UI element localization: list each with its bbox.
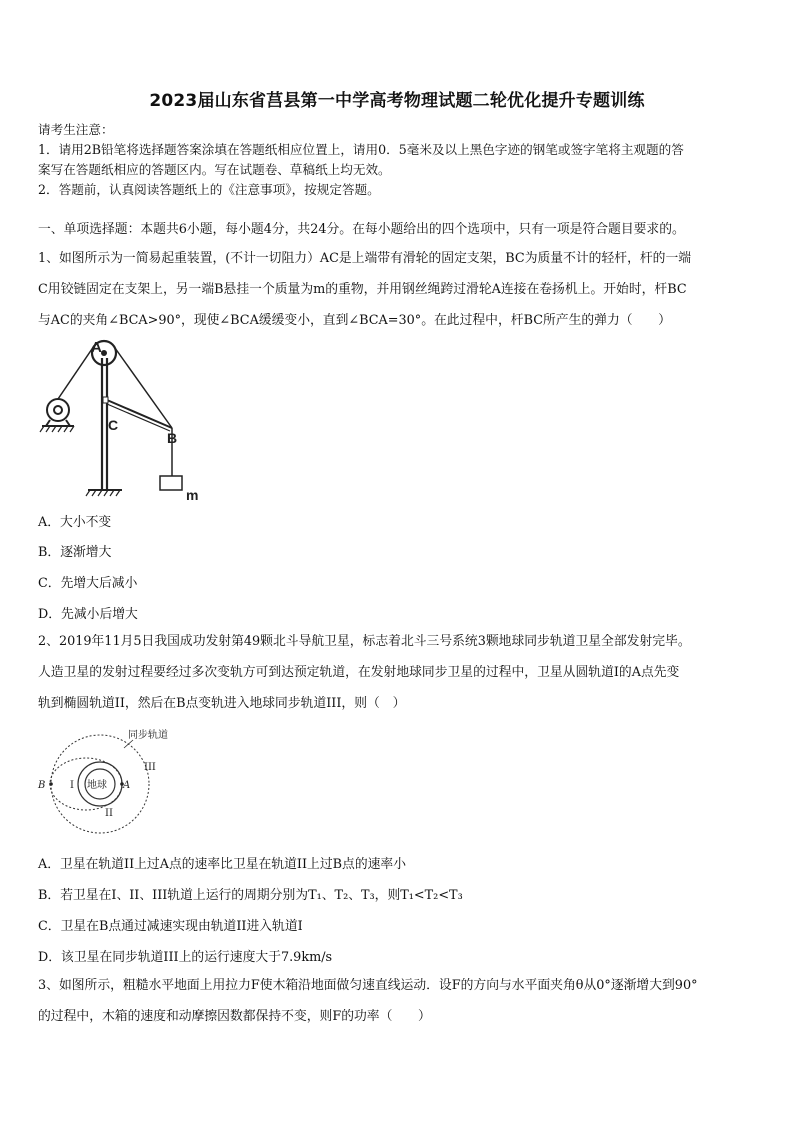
q1-option-b: B．逐渐增大 <box>38 545 112 560</box>
q3-text-line2: 的过程中，木箱的速度和动摩擦因数都保持不变，则F的功率（ ） <box>38 1009 431 1024</box>
q1-option-d: D．先减小后增大 <box>38 607 138 622</box>
label-orbit-ii: II <box>105 808 113 819</box>
q2-text-line3: 轨到椭圆轨道II，然后在B点变轨进入地球同步轨道III，则（ ） <box>38 696 406 711</box>
page-title: 2023届山东省莒县第一中学高考物理试题二轮优化提升专题训练 <box>149 91 645 111</box>
q2-text-line2: 人造卫星的发射过程要经过多次变轨方可到达预定轨道，在发射地球同步卫星的过程中，卫星从圆轨道I的A点先变 <box>38 665 680 680</box>
notice-line-1b: 案写在答题纸相应的答题区内。写在试题卷、草稿纸上均无效。 <box>38 162 391 177</box>
q2-option-d: D．该卫星在同步轨道III上的运行速度大于7.9km/s <box>38 950 333 965</box>
crane-diagram <box>36 334 216 506</box>
notice-line-1a: 1．请用2B铅笔将选择题答案涂填在答题纸相应位置上，请用0．5毫米及以上黑色字迹的钢笔或签字笔将主观题的答 <box>38 142 684 157</box>
label-m: m <box>186 487 199 503</box>
label-b: B <box>167 430 178 446</box>
q1-option-c: C．先增大后减小 <box>38 576 138 591</box>
notice-heading: 请考生注意： <box>38 122 114 137</box>
q3-text-line1: 3、如图所示，粗糙水平地面上用拉力F使木箱沿地面做匀速直线运动．设F的方向与水平面夹角θ从0°逐渐增大到90° <box>38 978 698 993</box>
q1-text-line1: 1、如图所示为一简易起重装置，(不计一切阻力）AC是上端带有滑轮的固定支架，BC为质量不计的轻杆，杆的一端 <box>38 251 692 266</box>
label-sync-orbit: 同步轨道 <box>128 730 168 741</box>
section-heading: 一、单项选择题：本题共6小题，每小题4分，共24分。在每小题给出的四个选项中，只有一项是符合题目要求的。 <box>38 222 685 237</box>
notice-line-2: 2．答题前，认真阅读答题纸上的《注意事项》，按规定答题。 <box>38 182 380 197</box>
q2-option-a: A．卫星在轨道II上过A点的速率比卫星在轨道II上过B点的速率小 <box>38 857 407 872</box>
q1-text-line3: 与AC的夹角∠BCA>90°，现使∠BCA缓缓变小，直到∠BCA=30°。在此过程中，杆BC所产生的弹力（ ） <box>38 313 671 328</box>
label-earth: 地球 <box>87 780 107 791</box>
orbit-diagram <box>34 726 184 838</box>
q2-option-b: B．若卫星在I、II、III轨道上运行的周期分别为T₁、T₂、T₃，则T₁<T₂<T₃ <box>38 888 463 903</box>
label-point-a: A <box>123 780 131 791</box>
label-orbit-iii: III <box>144 762 156 773</box>
label-a: A <box>91 339 102 356</box>
label-c: C <box>108 417 119 433</box>
q2-option-c: C．卫星在B点通过减速实现由轨道II进入轨道I <box>38 919 303 934</box>
q2-text-line1: 2、2019年11月5日我国成功发射第49颗北斗导航卫星，标志着北斗三号系统3颗地球同步轨道卫星全部发射完毕。 <box>38 634 691 649</box>
label-orbit-i: I <box>70 780 74 791</box>
label-point-b: B <box>38 780 46 791</box>
q1-text-line2: C用铰链固定在支架上，另一端B悬挂一个质量为m的重物，并用钢丝绳跨过滑轮A连接在卷扬机上。开始时，杆BC <box>38 282 687 297</box>
q1-option-a: A．大小不变 <box>38 515 112 530</box>
